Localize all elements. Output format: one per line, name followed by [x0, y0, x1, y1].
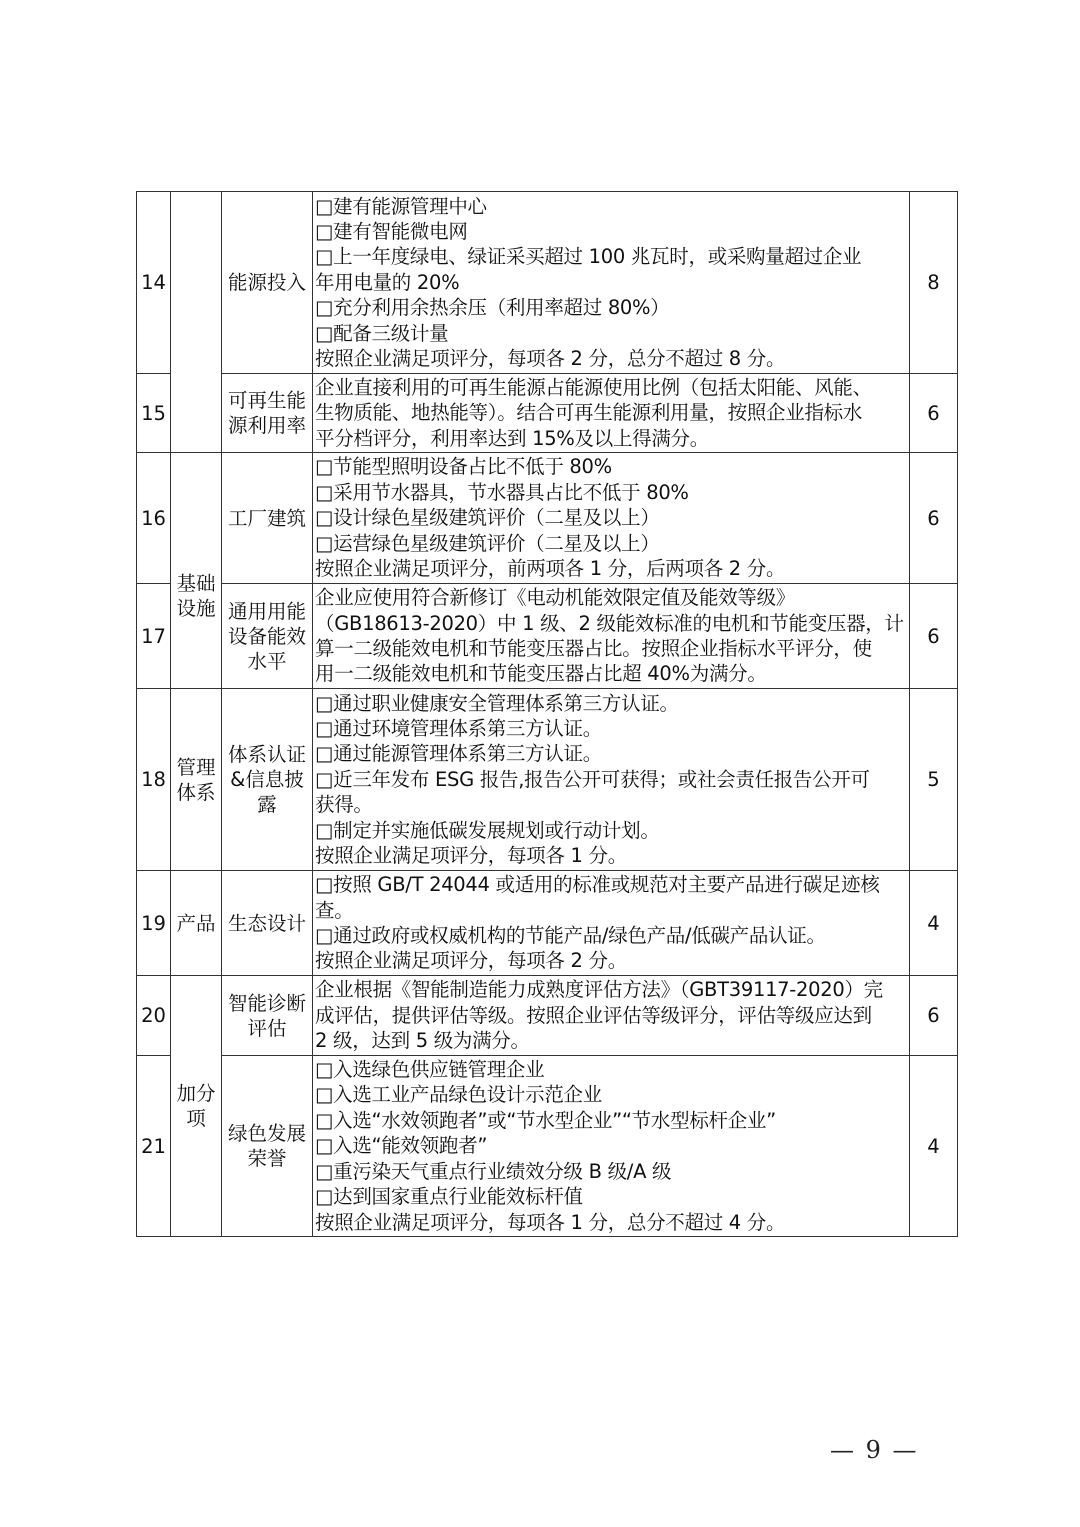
evaluation-table — [136, 191, 958, 1237]
text-line: 产品 — [176, 911, 216, 935]
score-cell: 8 — [910, 192, 958, 374]
text-line: □上一年度绿电、绿证采买超过 100 兆瓦时，或采购量超过企业 — [315, 245, 862, 269]
text-line: □入选“能效领跑者” — [315, 1134, 488, 1158]
criteria-cell — [313, 1056, 910, 1237]
text-line: 企业直接利用的可再生能源占能源使用比例（包括太阳能、风能、 — [315, 375, 872, 399]
text-line: 查。 — [315, 898, 354, 922]
item-cell — [222, 374, 313, 453]
criteria-cell — [313, 453, 910, 584]
text-line: 体系 — [176, 780, 216, 804]
item-cell — [222, 689, 313, 871]
score-cell: 5 — [910, 689, 958, 871]
text-line: 企业应使用符合新修订《电动机能效限定值及能效等级》 — [315, 586, 796, 610]
text-line: □入选“水效领跑者”或“节水型企业”“节水型标杆企业” — [315, 1108, 776, 1132]
text-line: 智能诊断 — [227, 991, 306, 1015]
criteria-cell — [313, 192, 910, 374]
table-row — [137, 453, 958, 584]
text-line: □运营绿色星级建筑评价（二星及以上） — [315, 531, 660, 555]
row-number: 20 — [137, 976, 171, 1056]
table-row — [137, 192, 958, 374]
text-line: 按照企业满足项评分，每项各 2 分，总分不超过 8 分。 — [315, 347, 786, 371]
text-line: □入选工业产品绿色设计示范企业 — [315, 1083, 602, 1107]
item-cell — [222, 584, 313, 689]
text-line: 工厂建筑 — [227, 506, 306, 530]
text-line: 可再生能 — [227, 389, 306, 412]
text-line: 设备能效 — [227, 624, 306, 648]
text-line: □制定并实施低碳发展规划或行动计划。 — [315, 818, 660, 842]
category-cell — [171, 689, 222, 871]
score-cell: 4 — [910, 1056, 958, 1237]
text-line: 获得。 — [315, 793, 373, 817]
text-line: □通过职业健康安全管理体系第三方认证。 — [315, 691, 679, 715]
text-line: 管理 — [176, 755, 216, 779]
text-line: □通过能源管理体系第三方认证。 — [315, 742, 602, 766]
table-row — [137, 871, 958, 976]
category-cell — [171, 976, 222, 1237]
category-cell — [171, 192, 222, 453]
text-line: 项 — [186, 1107, 206, 1130]
text-line: □节能型照明设备占比不低于 80% — [315, 455, 612, 479]
row-number: 17 — [137, 584, 171, 689]
text-line: &信息披 — [230, 768, 304, 791]
row-number: 15 — [137, 374, 171, 453]
text-line: 2 级，达到 5 级为满分。 — [315, 1029, 530, 1053]
text-line: 绿色发展 — [227, 1122, 306, 1145]
text-line: 按照企业满足项评分，前两项各 1 分，后两项各 2 分。 — [315, 557, 786, 581]
page-number: — 9 — — [830, 1436, 919, 1464]
text-line: 荣誉 — [247, 1147, 287, 1170]
text-line: □通过政府或权威机构的节能产品/绿色产品/低碳产品认证。 — [315, 924, 826, 947]
criteria-cell — [313, 584, 910, 689]
criteria-cell — [313, 689, 910, 871]
text-line: □建有智能微电网 — [315, 219, 468, 243]
text-line: （GB18613-2020）中 1 级、2 级能效标准的电机和节能变压器，计 — [315, 611, 904, 635]
text-line: 按照企业满足项评分，每项各 1 分，总分不超过 4 分。 — [315, 1210, 786, 1234]
criteria-cell — [313, 871, 910, 976]
item-cell — [222, 976, 313, 1056]
category-cell — [171, 871, 222, 976]
text-line: 能源投入 — [227, 271, 306, 294]
text-line: □近三年发布 ESG 报告,报告公开可获得；或社会责任报告公开可 — [315, 767, 870, 791]
text-line: 生物质能、地热能等）。结合可再生能源利用量，按照企业指标水 — [315, 401, 863, 425]
text-line: 成评估，提供评估等级。按照企业评估等级评分，评估等级应达到 — [315, 1003, 872, 1027]
table-row — [137, 1056, 958, 1237]
text-line: □入选绿色供应链管理企业 — [315, 1058, 545, 1082]
text-line: 基础 — [176, 571, 216, 595]
score-cell: 4 — [910, 871, 958, 976]
table-row — [137, 584, 958, 689]
text-line: 水平 — [247, 649, 287, 673]
text-line: 体系认证 — [227, 743, 306, 766]
text-line: 露 — [257, 793, 277, 816]
item-cell — [222, 1056, 313, 1237]
table-row — [137, 689, 958, 871]
row-number: 14 — [137, 192, 171, 374]
text-line: 企业根据《智能制造能力成熟度评估方法》（GBT39117-2020）完 — [315, 978, 883, 1002]
text-line: □建有能源管理中心 — [315, 194, 487, 218]
text-line: 按照企业满足项评分，每项各 2 分。 — [315, 949, 627, 973]
item-cell — [222, 453, 313, 584]
row-number: 21 — [137, 1056, 171, 1237]
text-line: 算一二级能效电机和节能变压器占比。按照企业指标水平评分，使 — [315, 637, 872, 660]
table-row — [137, 976, 958, 1056]
text-line: □达到国家重点行业能效标杆值 — [315, 1185, 583, 1209]
text-line: 平分档评分，利用率达到 15%及以上得满分。 — [315, 426, 709, 450]
item-cell — [222, 871, 313, 976]
text-line: □重污染天气重点行业绩效分级 B 级/A 级 — [315, 1159, 672, 1183]
text-line: 通用用能 — [227, 599, 306, 623]
text-line: □采用节水器具，节水器具占比不低于 80% — [315, 480, 689, 504]
item-cell — [222, 192, 313, 374]
score-cell: 6 — [910, 976, 958, 1056]
text-line: □配备三级计量 — [315, 321, 449, 345]
criteria-cell — [313, 374, 910, 453]
text-line: 按照企业满足项评分，每项各 1 分。 — [315, 844, 627, 868]
table-row — [137, 374, 958, 453]
row-number: 16 — [137, 453, 171, 584]
text-line: 用一二级能效电机和节能变压器占比超 40%为满分。 — [315, 662, 767, 686]
row-number: 18 — [137, 689, 171, 871]
criteria-cell — [313, 976, 910, 1056]
text-line: 生态设计 — [227, 911, 306, 935]
text-line: 加分 — [176, 1082, 216, 1105]
category-cell — [171, 453, 222, 689]
text-line: □按照 GB/T 24044 或适用的标准或规范对主要产品进行碳足迹核 — [315, 873, 880, 897]
text-line: 年用电量的 20% — [315, 270, 460, 294]
text-line: 设施 — [176, 596, 216, 620]
text-line: 源利用率 — [227, 414, 306, 437]
text-line: □充分利用余热余压（利用率超过 80%） — [315, 296, 670, 320]
text-line: 评估 — [247, 1016, 287, 1040]
score-cell: 6 — [910, 584, 958, 689]
score-cell: 6 — [910, 374, 958, 453]
text-line: □设计绿色星级建筑评价（二星及以上） — [315, 506, 660, 530]
row-number: 19 — [137, 871, 171, 976]
score-cell: 6 — [910, 453, 958, 584]
text-line: □通过环境管理体系第三方认证。 — [315, 716, 602, 740]
